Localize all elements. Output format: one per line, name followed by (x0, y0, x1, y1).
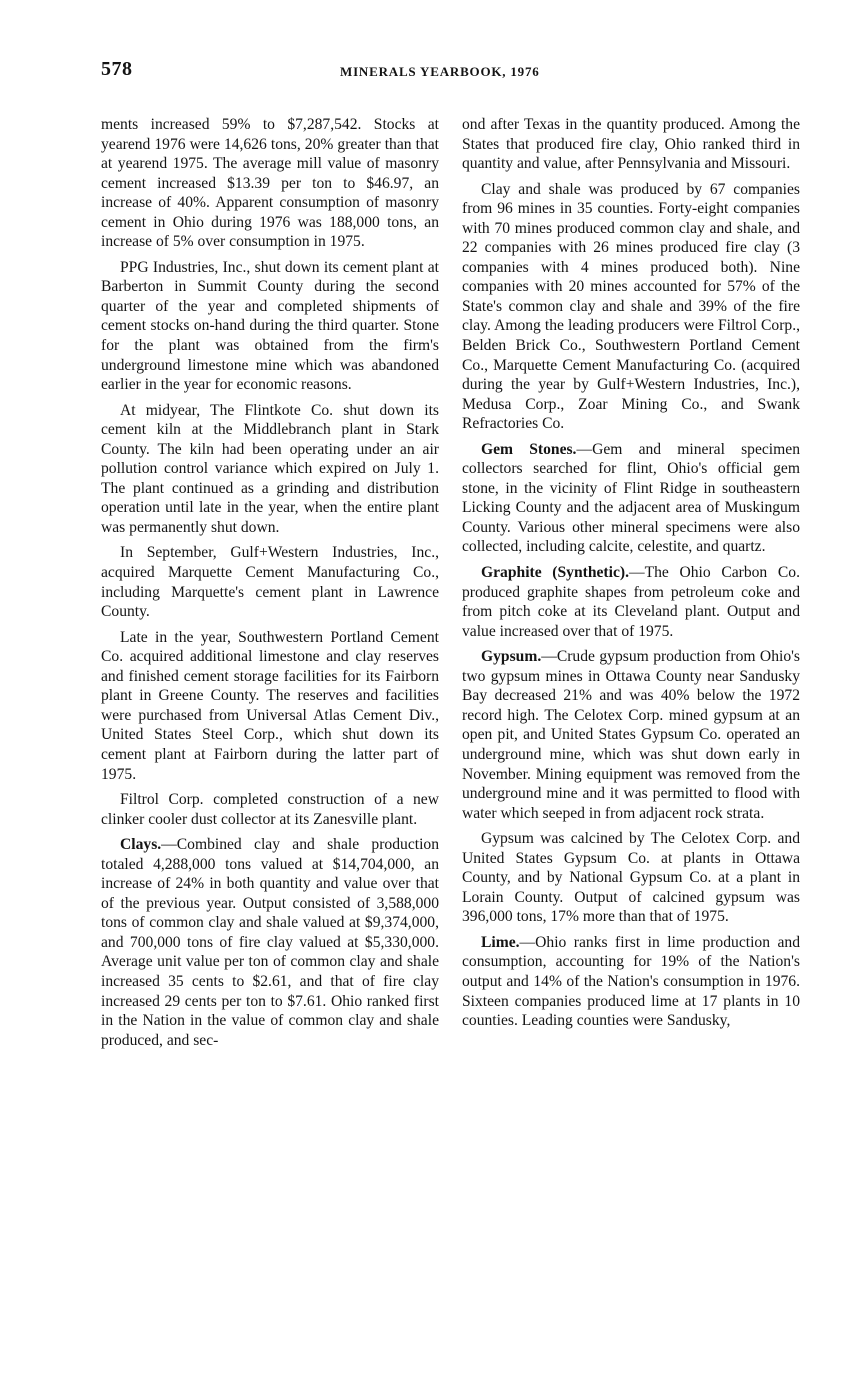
paragraph (462, 115, 800, 174)
section-heading-lime: Lime. (481, 933, 520, 951)
paragraph-text: PPG Industries, Inc., shut down its cement plant at Barberton in Summit County during the second quarter of the year and completed shipments of cement stocks on-hand during the third quarter. Stone for the plant was obtained from the firm's underground limestone mine which was abandoned earlier in the year for economic reasons. (101, 258, 439, 394)
paragraph (101, 790, 439, 829)
paragraph-text: —The Ohio Carbon Co. produced graphite shapes from petroleum coke and from pitch coke at its Cleveland plant. Output and value increased over that of 1975. (462, 564, 800, 640)
paragraph-text: In September, Gulf+Western Industries, Inc., acquired Marquette Cement Manufacturing Co., including Marquette's cement plant in Lawrence County. (101, 544, 439, 621)
paragraph (101, 401, 439, 538)
paragraph-text: Clay and shale was produced by 67 companies from 96 mines in 35 counties. Forty-eight companies with 70 mines produced common clay and shale, and 22 companies with 26 mines produced fire clay (3 companies with 4 mines produced both). Nine companies with 20 mines accounted for 57% of the State's common clay and shale and 39% of the fire clay. Among the leading producers were Filtrol Corp., Belden Brick Co., Southwestern Portland Cement Co., Marquette Cement Manufacturing Co. (acquired during the year by Gulf+Western Industries, Inc.), Medusa Corp., Zoar Mining Co., and Swank Refractories Co. (462, 180, 800, 433)
paragraph (462, 180, 800, 434)
section-heading-gem-stones: Gem Stones. (481, 440, 577, 458)
paragraph (101, 543, 439, 621)
section-heading-gypsum: Gypsum. (481, 648, 542, 666)
paragraph-text: ond after Texas in the quantity produced. Among the States that produced fire clay, Ohio ranked third in quantity and value, after Pennsylvania and Missouri. (462, 116, 800, 173)
paragraph-text: —Gem and mineral specimen collectors searched for flint, Ohio's official gem stone, in the vicinity of Flint Ridge in southeastern Licking County and the adjacent area of Muskingum County. Various other mineral specimens were also collected, including calcite, celestite, and quartz. (462, 440, 800, 556)
paragraph-lime (462, 933, 800, 1031)
paragraph-text: Late in the year, Southwestern Portland Cement Co. acquired additional limestone and clay reserves and finished cement storage facilities for its Fairborn plant in Greene County. The reserves and facilities were purchased from Universal Atlas Cement Div., United States Steel Corp., which shut down its cement plant at Fairborn during the latter part of 1975. (101, 628, 439, 783)
paragraph (101, 258, 439, 395)
paragraph-text: ments increased 59% to $7,287,542. Stocks at yearend 1976 were 14,626 tons, 20% greater than that at yearend 1975. The average mill value of masonry cement increased $13.39 per ton to $46.97, an increase of 40%. Apparent consumption of masonry cement in Ohio during 1976 was 188,000 tons, an increase of 5% over consumption in 1975. (101, 116, 439, 251)
paragraph-text: —Ohio ranks first in lime production and consumption, accounting for 19% of the Nation's output and 14% of the Nation's consumption in 1976. Sixteen companies produced lime at 17 plants in 10 counties. Leading counties were Sandusky, (462, 933, 800, 1030)
paragraph (101, 115, 439, 252)
paragraph-text: Filtrol Corp. completed construction of a new clinker cooler dust collector at its Zanesville plant. (101, 791, 439, 828)
paragraph (101, 628, 439, 784)
paragraph-text: —Crude gypsum production from Ohio's two gypsum mines in Ottawa County near Sandusky Bay decreased 21% and was 40% below the 1972 record high. The Celotex Corp. mined gypsum at an open pit, and United States Gypsum Co. operated an underground mine, which was shut down early in November. Mining equipment was removed from the underground mine and it was permitted to flood with water which seeped in from adjacent rock strata. (462, 648, 800, 822)
running-title: MINERALS YEARBOOK, 1976 (340, 64, 540, 79)
paragraph-text: —Combined clay and shale production totaled 4,288,000 tons valued at $14,704,000, an increase of 24% in both quantity and value over that of the previous year. Output consisted of 3,588,000 tons of common clay and shale valued at $9,374,000, and 700,000 tons of fire clay valued at $5,330,000. Average unit value per ton of common clay and shale increased 35 cents to $2.61, and that of fire clay increased 29 cents per ton to $7.61. Ohio ranked first in the Nation in the value of common clay and shale produced, and sec- (101, 836, 439, 1049)
paragraph-clays (101, 835, 439, 1050)
section-heading-graphite: Graphite (Synthetic). (481, 564, 629, 582)
paragraph-gypsum (462, 647, 800, 823)
section-heading-clays: Clays. (120, 836, 162, 854)
paragraph (462, 829, 800, 927)
paragraph-gem-stones (462, 440, 800, 557)
right-column (462, 115, 800, 1037)
paragraph-text: Gypsum was calcined by The Celotex Corp. and United States Gypsum Co. at plants in Ottawa County, and by National Gypsum Co. at a plant in Lorain County. Output of calcined gypsum was 396,000 tons, 17% more than that of 1975. (462, 830, 800, 926)
paragraph-text: At midyear, The Flintkote Co. shut down its cement kiln at the Middlebranch plant in Stark County. The kiln had been operating under an air pollution control variance which expired on July 1. The plant continued as a grinding and distribution operation until late in the year, when the entire plant was permanently shut down. (101, 401, 439, 536)
page-number: 578 (101, 58, 133, 80)
paragraph-graphite (462, 563, 800, 641)
left-column (101, 115, 439, 1056)
